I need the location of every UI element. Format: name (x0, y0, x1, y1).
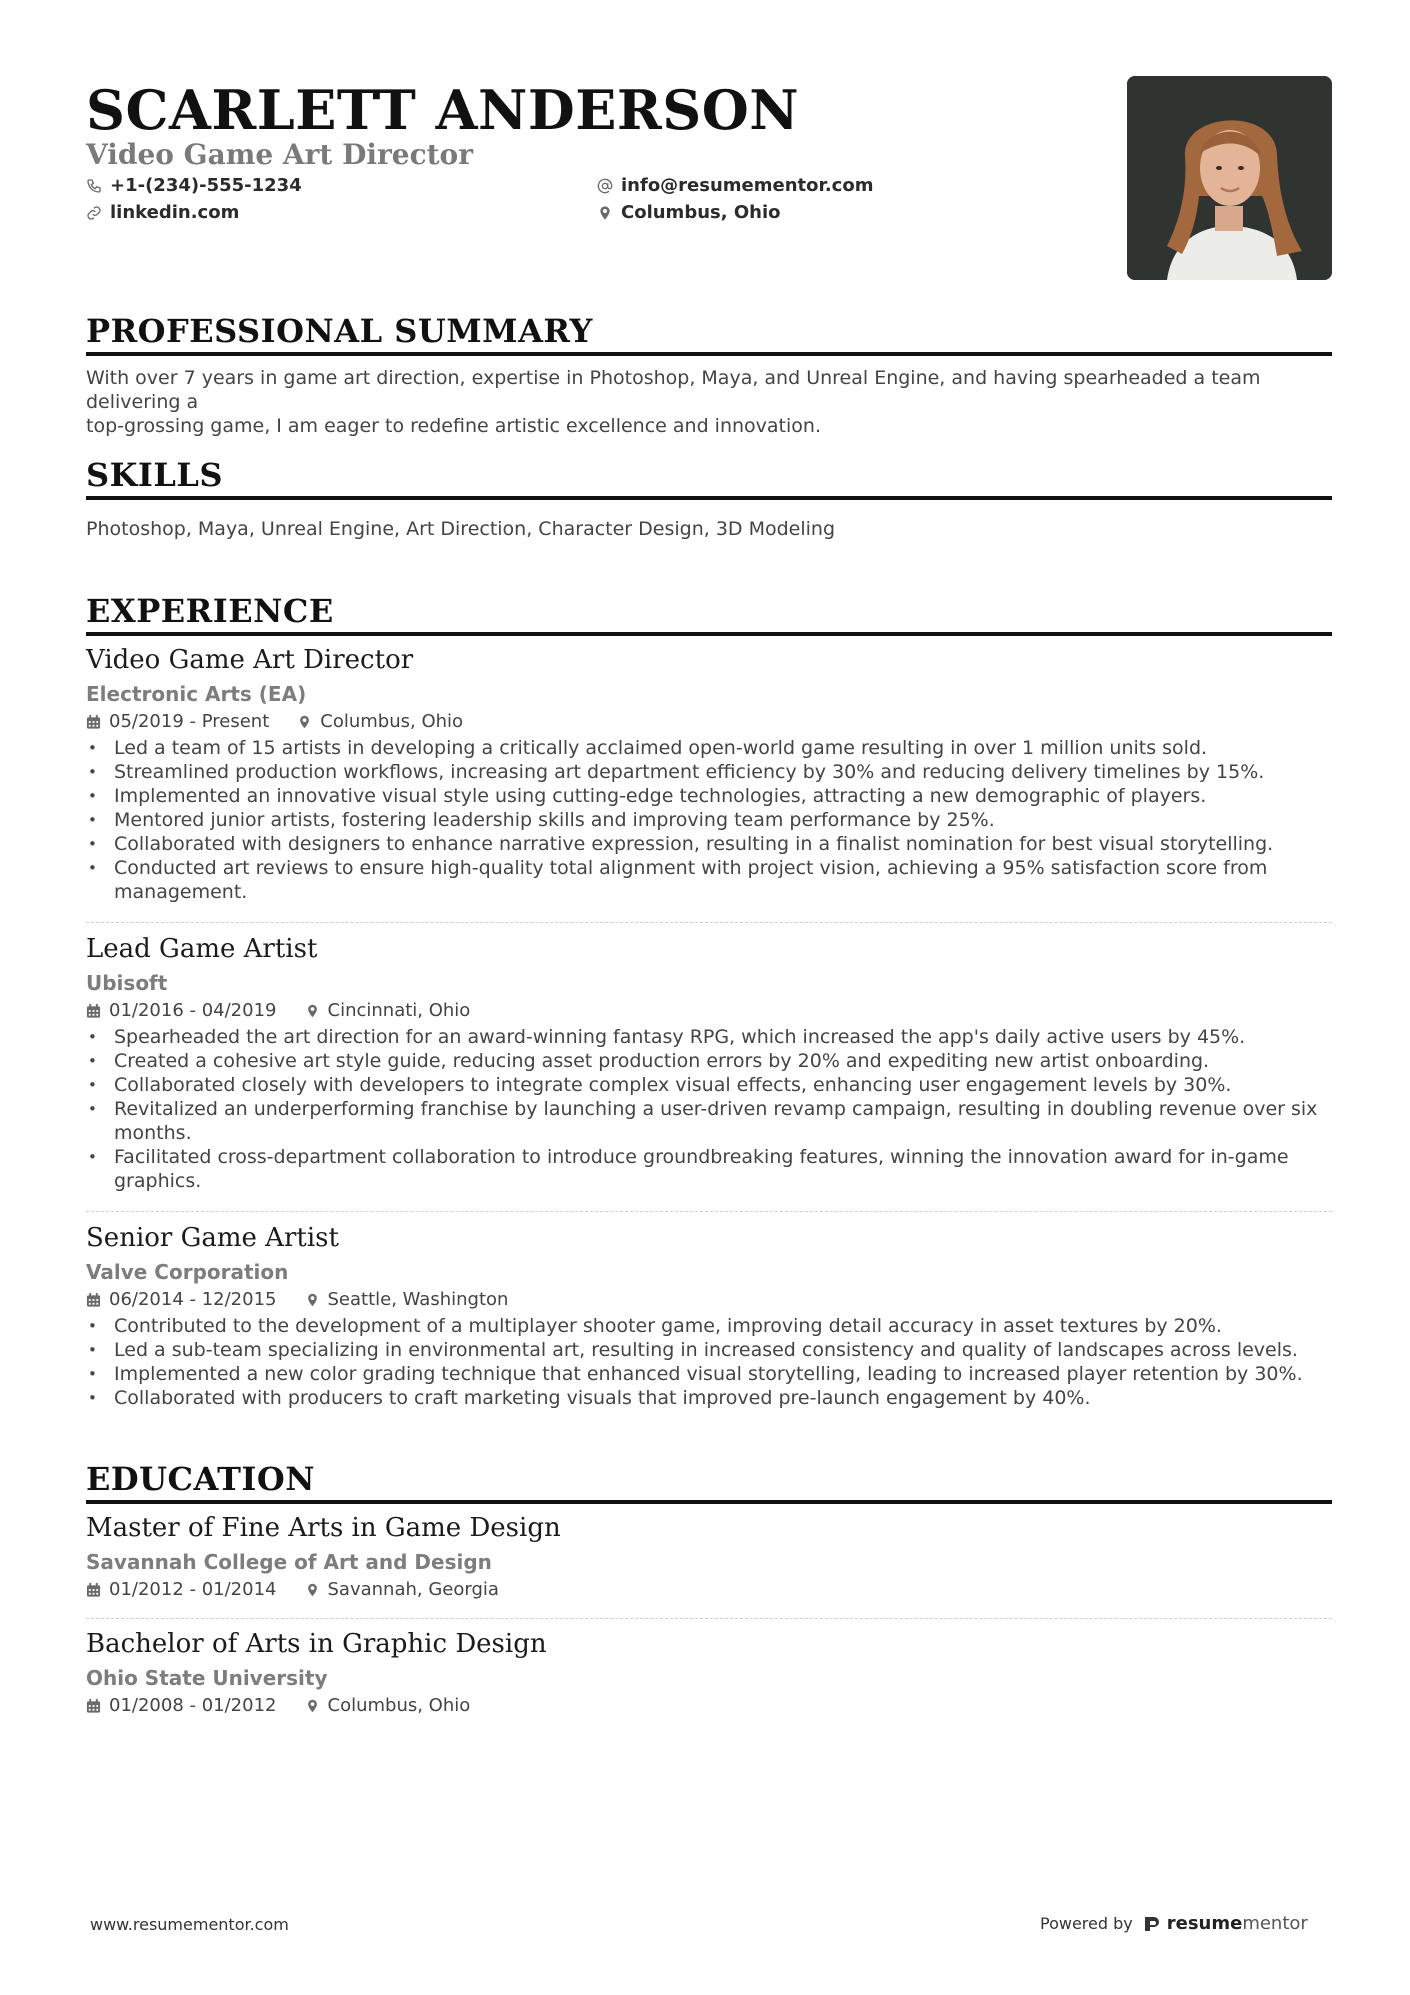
bullet-item: • Streamlined production workflows, increasing art department efficiency by 30% and reducing delivery timelines by 15%. (86, 760, 1332, 784)
job-dates (86, 1288, 277, 1312)
bullet-item: • Contributed to the development of a multiplayer shooter game, improving detail accuracy in asset textures by 20%. (86, 1314, 1332, 1338)
calendar-icon (86, 1698, 101, 1714)
bullet-item: • Created a cohesive art style guide, reducing asset production errors by 20% and expediting new artist onboarding. (86, 1049, 1332, 1073)
location-text: Cincinnati, Ohio (327, 1000, 471, 1021)
location-pin-icon (305, 1698, 320, 1714)
job-bullets (86, 1025, 1332, 1193)
contact-email[interactable] (597, 175, 873, 196)
job-dates (86, 710, 269, 734)
calendar-icon (86, 1003, 101, 1019)
brand-bold: resume (1166, 1913, 1243, 1934)
education-heading: EDUCATION (86, 1460, 1332, 1504)
school-name: Savannah College of Art and Design (86, 1550, 492, 1574)
calendar-icon (86, 1582, 101, 1598)
location-text: Savannah, Georgia (327, 1579, 499, 1600)
calendar-icon (86, 714, 101, 730)
school-name: Ohio State University (86, 1666, 328, 1690)
degree-title: Master of Fine Arts in Game Design (86, 1513, 561, 1543)
dates-text: 05/2019 - Present (109, 711, 270, 732)
location-pin-icon (297, 714, 312, 730)
job-bullets (86, 1314, 1332, 1410)
summary-heading: PROFESSIONAL SUMMARY (86, 312, 1332, 356)
education-location (305, 1578, 499, 1602)
location-text: Seattle, Washington (327, 1289, 509, 1310)
location-text: Columbus, Ohio (621, 202, 781, 223)
job-location (297, 710, 463, 734)
experience-entry (86, 932, 1332, 1193)
resumementor-logo[interactable] (1143, 1913, 1308, 1934)
education-dates (86, 1694, 277, 1718)
email-text[interactable]: info@resumementor.com (621, 175, 874, 196)
education-meta (86, 1578, 1332, 1602)
job-meta (86, 999, 1332, 1023)
job-bullets (86, 736, 1332, 904)
job-meta (86, 1288, 1332, 1312)
experience-entry (86, 1221, 1332, 1410)
phone-icon (86, 178, 102, 194)
summary-line: With over 7 years in game art direction, expertise in Photoshop, Maya, and Unreal Engine, and having spearheaded a team delivering a (86, 367, 1261, 413)
resume-page (86, 0, 1332, 1995)
education-location (305, 1694, 471, 1718)
job-dates (86, 999, 277, 1023)
education-entry (86, 1511, 1332, 1602)
bullet-item: • Mentored junior artists, fostering leadership skills and improving team performance by 25%. (86, 808, 1332, 832)
bullet-item: • Spearheaded the art direction for an award-winning fantasy RPG, which increased the app's daily active users by 45%. (86, 1025, 1332, 1049)
footer-powered-by (1040, 1913, 1308, 1934)
entry-divider (86, 1618, 1332, 1619)
entry-divider (86, 922, 1332, 923)
education-dates (86, 1578, 277, 1602)
education-entry (86, 1627, 1332, 1718)
contact-linkedin[interactable] (86, 202, 239, 223)
location-pin-icon (305, 1582, 320, 1598)
skills-text: Photoshop, Maya, Unreal Engine, Art Direction, Character Design, 3D Modeling (86, 518, 836, 540)
dates-text: 01/2012 - 01/2014 (109, 1579, 277, 1600)
profile-photo (1127, 76, 1332, 280)
location-pin-icon (305, 1292, 320, 1308)
job-title: Lead Game Artist (86, 934, 318, 964)
skills-heading: SKILLS (86, 456, 1332, 500)
location-text: Columbus, Ohio (320, 711, 464, 732)
company-name: Valve Corporation (86, 1260, 289, 1284)
at-icon (597, 178, 613, 194)
bullet-item: • Implemented an innovative visual style using cutting-edge technologies, attracting a new demographic of players. (86, 784, 1332, 808)
candidate-title: Video Game Art Director (86, 138, 473, 171)
job-title: Video Game Art Director (86, 645, 414, 675)
job-title: Senior Game Artist (86, 1223, 339, 1253)
bullet-item: • Collaborated with designers to enhance narrative expression, resulting in a finalist nomination for best visual storytelling. (86, 832, 1332, 856)
bullet-item: • Conducted art reviews to ensure high-quality total alignment with project vision, achieving a 95% satisfaction score from management. (86, 856, 1332, 904)
location-text: Columbus, Ohio (327, 1695, 471, 1716)
candidate-name: SCARLETT ANDERSON (86, 78, 800, 142)
job-location (305, 1288, 509, 1312)
bullet-item: • Collaborated with producers to craft marketing visuals that improved pre-launch engagement by 40%. (86, 1386, 1332, 1410)
bullet-item: • Led a team of 15 artists in developing a critically acclaimed open-world game resulting in over 1 million units sold. (86, 736, 1332, 760)
entry-divider (86, 1211, 1332, 1212)
bullet-item: • Facilitated cross-department collaboration to introduce groundbreaking features, winning the innovation award for in-game graphics. (86, 1145, 1332, 1193)
bullet-item: • Led a sub-team specializing in environmental art, resulting in increased consistency and quality of landscapes across levels. (86, 1338, 1332, 1362)
dates-text: 01/2008 - 01/2012 (109, 1695, 277, 1716)
resumementor-logo-icon (1143, 1915, 1161, 1933)
contact-location (597, 202, 781, 223)
calendar-icon (86, 1292, 101, 1308)
company-name: Ubisoft (86, 971, 168, 995)
bullet-item: • Revitalized an underperforming franchise by launching a user-driven revamp campaign, resulting in doubling revenue over six months. (86, 1097, 1332, 1145)
experience-heading: EXPERIENCE (86, 592, 1332, 636)
footer-website[interactable]: www.resumementor.com (90, 1915, 289, 1934)
powered-by-text: Powered by (1040, 1914, 1133, 1933)
bullet-item: • Implemented a new color grading technique that enhanced visual storytelling, leading to increased player retention by 30%. (86, 1362, 1332, 1386)
company-name: Electronic Arts (EA) (86, 682, 307, 706)
summary-line: top-grossing game, I am eager to redefine artistic excellence and innovation. (86, 415, 821, 437)
linkedin-text[interactable]: linkedin.com (110, 202, 240, 223)
link-icon (86, 205, 102, 221)
summary-text (86, 366, 1332, 438)
dates-text: 06/2014 - 12/2015 (109, 1289, 277, 1310)
location-pin-icon (597, 205, 613, 221)
job-meta (86, 710, 1332, 734)
phone-text: +1-(234)-555-1234 (110, 175, 302, 196)
job-location (305, 999, 471, 1023)
experience-entry (86, 643, 1332, 904)
degree-title: Bachelor of Arts in Graphic Design (86, 1629, 547, 1659)
contact-phone (86, 175, 302, 196)
location-pin-icon (305, 1003, 320, 1019)
dates-text: 01/2016 - 04/2019 (109, 1000, 277, 1021)
brand-light: mentor (1242, 1913, 1308, 1934)
bullet-item: • Collaborated closely with developers to integrate complex visual effects, enhancing user engagement levels by 30%. (86, 1073, 1332, 1097)
education-meta (86, 1694, 1332, 1718)
